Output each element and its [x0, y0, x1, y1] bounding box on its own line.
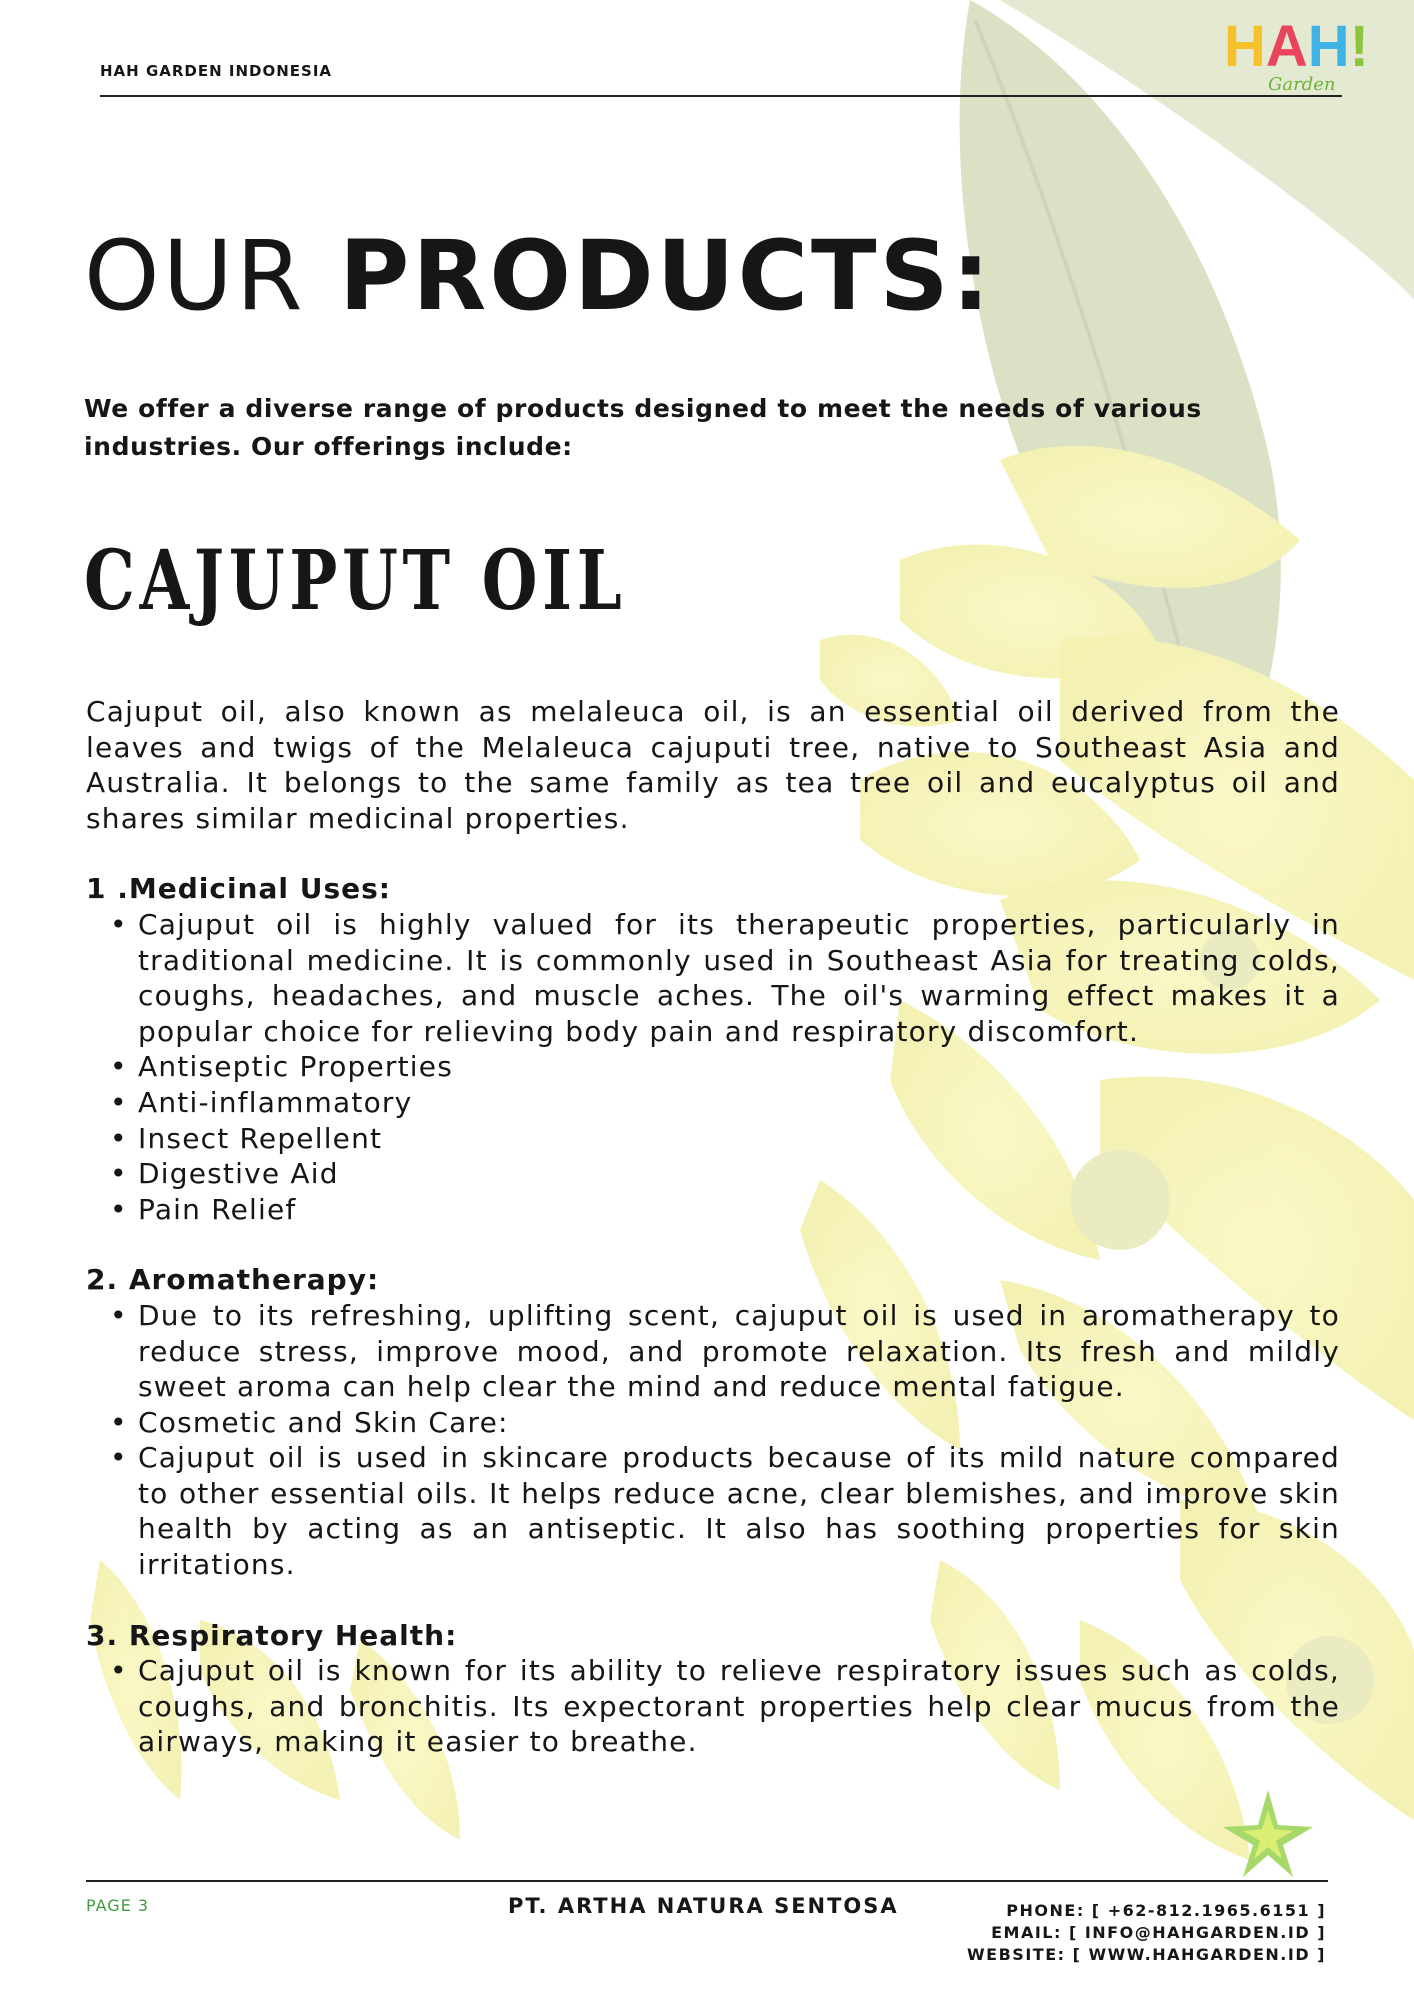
list-item: • Insect Repellent [138, 1121, 1340, 1157]
product-description: Cajuput oil, also known as melaleuca oil, is an essential oil derived from the leaves and twigs of the Melaleuca cajuputi tree, native to Southeast Asia and Australia. It belongs to the same family as tea tree oil and eucalyptus oil and shares similar medicinal properties. [86, 695, 1340, 835]
list-item: • Antiseptic Properties [138, 1049, 1340, 1085]
company-label: HAH GARDEN INDONESIA [100, 62, 333, 80]
page-title [84, 220, 994, 332]
section-heading-aromatherapy: 2. Aromatherapy: [86, 1263, 380, 1297]
list-item: • Digestive Aid [138, 1156, 1340, 1192]
list-item: • Cajuput oil is used in skincare products because of its mild nature compared to other essential oils. It helps reduce acne, clear blemishes, and improve skin health by acting as an antiseptic. It also has soothing properties for skin irritations. [138, 1440, 1340, 1582]
header-divider [100, 95, 1342, 97]
aromatherapy-list [86, 1298, 1340, 1583]
footer-company-name: PT. ARTHA NATURA SENTOSA [508, 1894, 899, 1918]
page-title-bold: PRODUCTS: [339, 220, 994, 332]
intro-text: We offer a diverse range of products designed to meet the needs of various industries. Our offerings include: [84, 394, 1202, 461]
footer-contact [967, 1900, 1326, 1966]
list-item: • Cajuput oil is highly valued for its therapeutic properties, particularly in traditional medicine. It is commonly used in Southeast Asia for treating colds, coughs, headaches, and muscle aches. The oil's warming effect makes it a popular choice for relieving body pain and respiratory discomfort. [138, 907, 1340, 1049]
list-item: • Pain Relief [138, 1192, 1340, 1228]
svg-text:Garden: Garden [1268, 74, 1336, 95]
list-item: • Cosmetic and Skin Care: [138, 1405, 1340, 1441]
page-number: PAGE 3 [86, 1896, 150, 1915]
list-item: • Anti-inflammatory [138, 1085, 1340, 1121]
product-title: CAJUPUT OIL [84, 533, 627, 629]
svg-text:HAH!: HAH! [1224, 14, 1369, 79]
footer-email: EMAIL: [ INFO@HAHGARDEN.ID ] [991, 1923, 1326, 1942]
section-heading-medicinal: 1 .Medicinal Uses: [86, 872, 391, 906]
footer-website: WEBSITE: [ WWW.HAHGARDEN.ID ] [967, 1945, 1326, 1964]
product-body [86, 694, 1340, 1760]
respiratory-list [86, 1653, 1340, 1760]
medicinal-list [86, 907, 1340, 1227]
page-title-light: OUR [84, 220, 340, 332]
hah-garden-logo [1220, 10, 1369, 95]
footer-divider [86, 1880, 1328, 1882]
list-item: • Cajuput oil is known for its ability to relieve respiratory issues such as colds, coughs, and bronchitis. Its expectorant properties help clear mucus from the airways, making it easier to breathe. [138, 1653, 1340, 1760]
section-heading-respiratory: 3. Respiratory Health: [86, 1618, 458, 1652]
list-item: • Due to its refreshing, uplifting scent, cajuput oil is used in aromatherapy to reduce stress, improve mood, and promote relaxation. Its fresh and mildly sweet aroma can help clear the mind and reduce mental fatigue. [138, 1298, 1340, 1405]
footer-phone: PHONE: [ +62-812.1965.6151 ] [1006, 1901, 1326, 1920]
